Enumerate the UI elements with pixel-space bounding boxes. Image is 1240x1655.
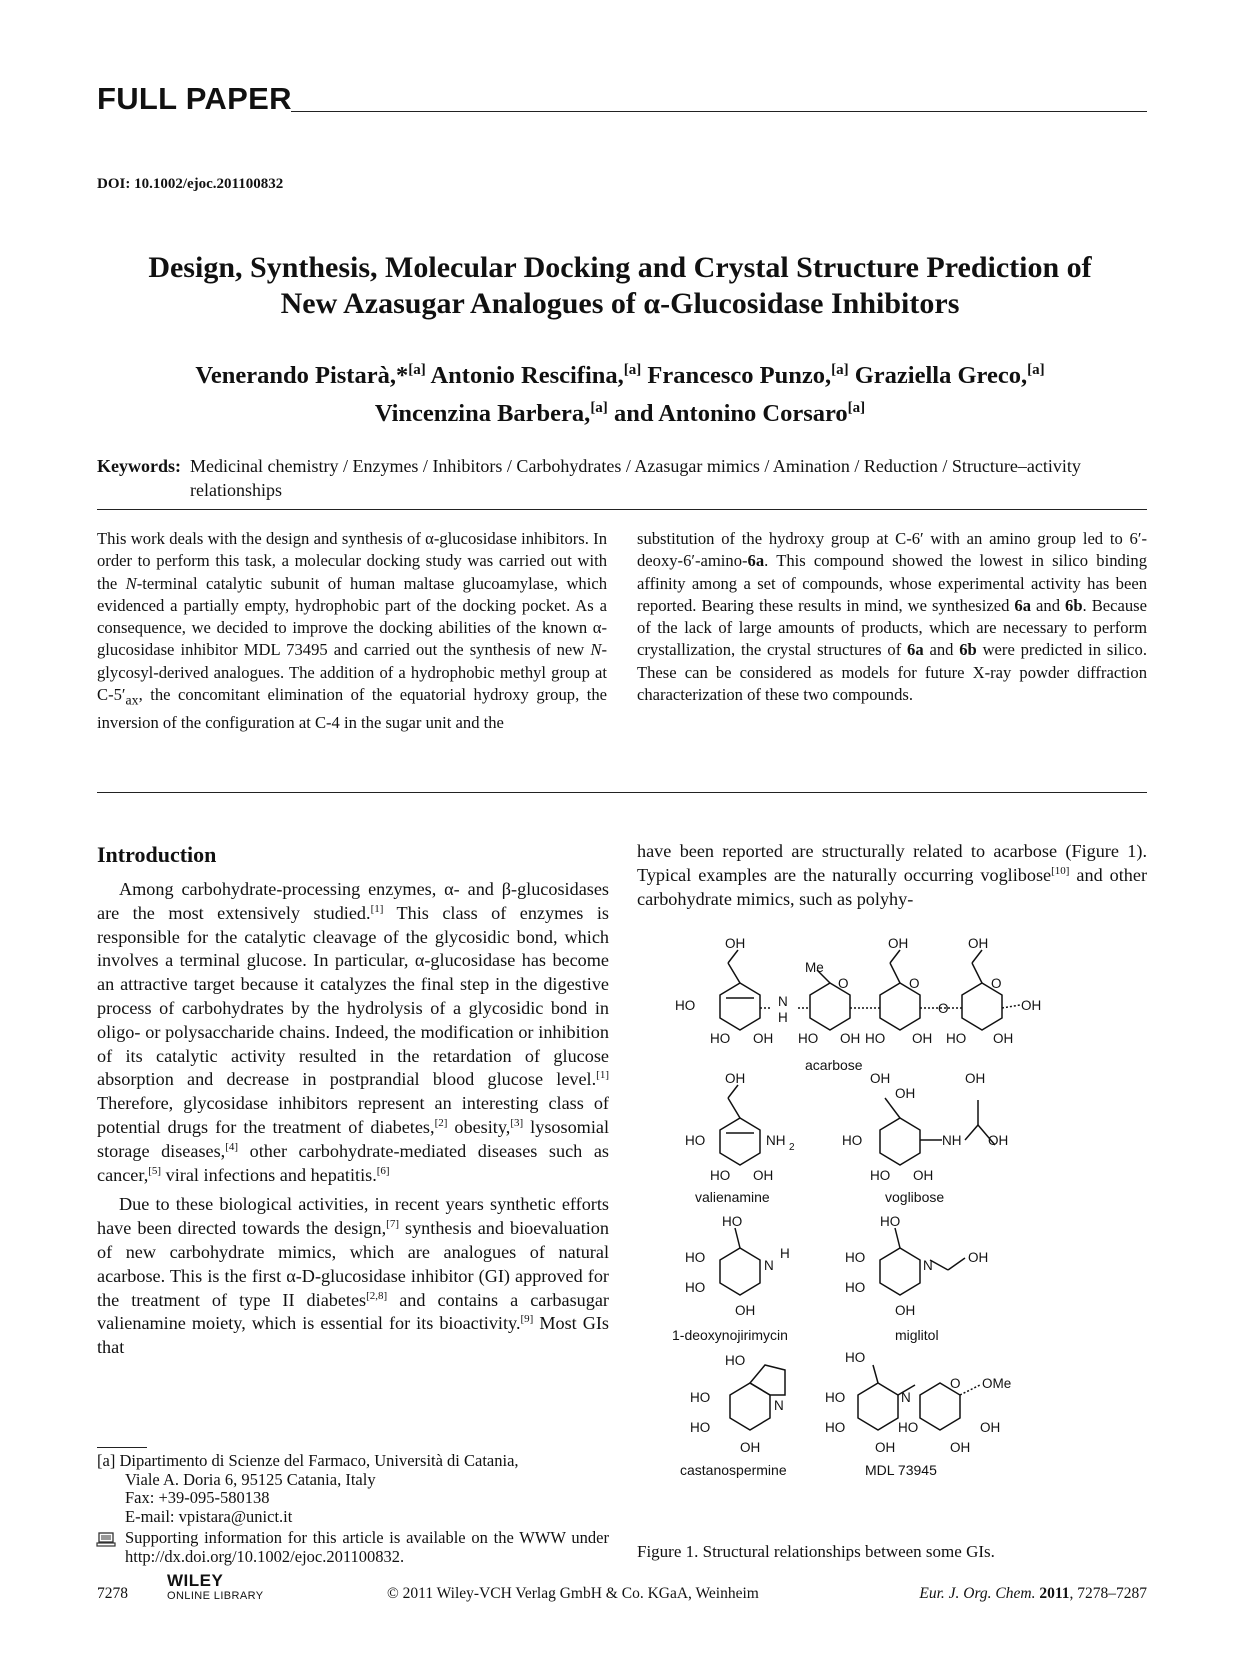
author: Antonio Rescifina, xyxy=(425,362,624,390)
svg-text:HO: HO xyxy=(825,1420,846,1435)
svg-text:OH: OH xyxy=(888,936,909,951)
svg-text:N: N xyxy=(764,1258,774,1273)
svg-text:OMe: OMe xyxy=(982,1376,1012,1391)
svg-text:H: H xyxy=(780,1246,790,1261)
running-header xyxy=(97,82,1147,116)
svg-text:HO: HO xyxy=(798,1031,819,1046)
header-rule xyxy=(291,111,1147,112)
affiliation-mark: [a] xyxy=(847,400,866,417)
wiley-logo-text: WILEY xyxy=(167,1571,224,1590)
compound-label-voglibose: voglibose xyxy=(885,1189,945,1205)
svg-text:NH: NH xyxy=(942,1133,962,1148)
title-line-1: Design, Synthesis, Molecular Docking and Crystal Structure Prediction of xyxy=(148,251,1092,284)
svg-text:HO: HO xyxy=(865,1031,886,1046)
svg-text:OH: OH xyxy=(735,1303,756,1318)
citation[interactable]: [9] xyxy=(520,1313,534,1326)
citation[interactable]: [10] xyxy=(1051,864,1070,877)
affiliation-mark: [a] xyxy=(408,362,426,378)
svg-text:OH: OH xyxy=(740,1440,761,1455)
svg-text:HO: HO xyxy=(690,1420,711,1435)
svg-text:O: O xyxy=(909,976,920,991)
svg-text:HO: HO xyxy=(685,1250,706,1265)
compound-label-castanospermine: castanospermine xyxy=(680,1462,787,1478)
section-heading-introduction: Introduction xyxy=(97,842,217,867)
affiliation-footnote: [a] Dipartimento di Scienze del Farmaco, Università di Catania, Viale A. Doria 6, 95125 Catania, Italy Fax: +39-095-580138 E-mail: vpistara@unict.it xyxy=(97,1452,609,1526)
svg-text:OH: OH xyxy=(753,1168,774,1183)
body-column-1 xyxy=(97,878,609,1360)
svg-text:OH: OH xyxy=(968,1250,989,1265)
svg-text:HO: HO xyxy=(675,998,696,1013)
svg-text:OH: OH xyxy=(840,1031,861,1046)
svg-text:2: 2 xyxy=(789,1142,795,1153)
svg-text:OH: OH xyxy=(950,1440,971,1455)
author: Francesco Punzo, xyxy=(641,362,832,390)
body-column-2 xyxy=(637,840,1147,911)
figure-caption: Figure 1. Structural relationships between some GIs. xyxy=(637,1542,995,1561)
svg-text:OH: OH xyxy=(875,1440,896,1455)
svg-text:OH: OH xyxy=(965,1071,986,1086)
citation[interactable]: [5] xyxy=(148,1164,162,1177)
svg-text:HO: HO xyxy=(685,1280,706,1295)
paragraph-continued: have been reported are structurally related to acarbose (Figure 1). Typical examples are the naturally occurring voglibose[10] and other carbohydrate mimics, such as polyhy- xyxy=(637,841,1147,909)
author-line-2 xyxy=(100,392,1140,430)
keywords-label: Keywords: xyxy=(97,456,181,476)
svg-text:HO: HO xyxy=(722,1214,743,1229)
svg-text:N: N xyxy=(778,994,788,1009)
svg-text:Me: Me xyxy=(805,960,824,975)
svg-text:HO: HO xyxy=(946,1031,967,1046)
svg-text:HO: HO xyxy=(825,1390,846,1405)
keywords-text: Medicinal chemistry / Enzymes / Inhibitors / Carbohydrates / Azasugar mimics / Amination / Reduction / Structure–activity relationships xyxy=(190,456,1081,500)
compound-label-mdl-73945: MDL 73945 xyxy=(865,1462,937,1478)
author: and Antonino Corsaro xyxy=(607,400,848,428)
svg-text:N: N xyxy=(901,1390,911,1405)
svg-text:O: O xyxy=(950,1376,961,1391)
svg-text:HO: HO xyxy=(842,1133,863,1148)
footnote-rule xyxy=(97,1447,147,1448)
svg-text:OH: OH xyxy=(993,1031,1014,1046)
wiley-logo-subtext: ONLINE LIBRARY xyxy=(167,1590,264,1602)
author-line-1 xyxy=(100,354,1140,392)
citation[interactable]: [3] xyxy=(510,1116,524,1129)
paragraph: Due to these biological activities, in recent years synthetic efforts have been directed towards the design,[7] synthesis and bioevaluation of new carbohydrate mimics, which are analogues of natural acarbose. This is the first α-D-glucosidase inhibitor (GI) approved for the treatment of type II diabetes[2,8] and contains a carbasugar valienamine moiety, which is essential for its bioactivity.[9] Most GIs that xyxy=(97,1194,609,1358)
author: Venerando Pistarà,* xyxy=(195,362,409,390)
svg-text:OH: OH xyxy=(895,1086,916,1101)
svg-text:O: O xyxy=(938,1001,949,1016)
svg-text:OH: OH xyxy=(913,1168,934,1183)
compound-label-miglitol: miglitol xyxy=(895,1327,939,1343)
footnote-mark: [a] xyxy=(97,1451,116,1470)
svg-text:OH: OH xyxy=(895,1303,916,1318)
title-line-2: New Azasugar Analogues of α-Glucosidase Inhibitors xyxy=(280,287,960,320)
svg-text:OH: OH xyxy=(725,936,746,951)
svg-text:HO: HO xyxy=(710,1168,731,1183)
author: Graziella Greco, xyxy=(848,362,1028,390)
affiliation-mark: [a] xyxy=(831,362,849,378)
article-title xyxy=(100,250,1140,322)
svg-text:NH: NH xyxy=(766,1133,786,1148)
svg-text:OH: OH xyxy=(980,1420,1001,1435)
citation[interactable]: [6] xyxy=(376,1164,390,1177)
computer-icon xyxy=(97,1532,115,1547)
affiliation-mark: [a] xyxy=(623,362,642,378)
svg-text:HO: HO xyxy=(880,1214,901,1229)
svg-text:N: N xyxy=(923,1258,933,1273)
svg-text:OH: OH xyxy=(753,1031,774,1046)
citation[interactable]: [1] xyxy=(370,902,384,915)
author: Vincenzina Barbera, xyxy=(374,400,591,428)
author-list xyxy=(100,354,1140,430)
compound-label-1-deoxynojirimycin: 1-deoxynojirimycin xyxy=(672,1327,788,1343)
citation[interactable]: [1] xyxy=(596,1069,609,1082)
citation[interactable]: [2] xyxy=(434,1116,448,1129)
svg-text:HO: HO xyxy=(690,1390,711,1405)
page-footer xyxy=(97,1571,1147,1609)
svg-text:HO: HO xyxy=(898,1420,919,1435)
supporting-info-text[interactable]: Supporting information for this article is available on the WWW under http://dx.doi.org/10.1002/ejoc.201100832. xyxy=(125,1528,609,1566)
svg-text:HO: HO xyxy=(845,1250,866,1265)
abstract-top-rule xyxy=(97,509,1147,510)
svg-text:HO: HO xyxy=(710,1031,731,1046)
citation[interactable]: [2,8] xyxy=(366,1289,388,1302)
email-link[interactable]: E-mail: vpistara@unict.it xyxy=(125,1506,293,1526)
svg-text:OH: OH xyxy=(912,1031,933,1046)
figure-1-structures xyxy=(672,936,1100,1535)
citation[interactable]: [7] xyxy=(386,1218,399,1231)
svg-text:OH: OH xyxy=(725,1071,746,1086)
compound-label-valienamine: valienamine xyxy=(695,1189,770,1205)
citation[interactable]: [4] xyxy=(225,1140,239,1153)
doi-line: DOI: 10.1002/ejoc.201100832 xyxy=(97,176,284,192)
svg-text:H: H xyxy=(778,1010,788,1025)
abstract-bottom-rule xyxy=(97,792,1147,793)
wiley-logo[interactable] xyxy=(167,1571,263,1602)
svg-text:HO: HO xyxy=(870,1168,891,1183)
affiliation-mark: [a] xyxy=(590,400,608,417)
paragraph: Among carbohydrate-processing enzymes, α- and β-glucosidases are the most extensively studied.[1] This class of enzymes is responsible for the catalytic cleavage of the glycosidic bond, which involves a terminal glucose. In particular, α-glucosidase has become an attractive target because it catalyzes the final step in the digestive process of carbohydrates by the hydrolysis of a glycosidic bond in oligo- or polysaccharide chains. Indeed, the modification or inhibition of its catalytic activity resulted in the retardation of glucose absorption and decrease in postprandial blood glucose level.[1] Therefore, glycosidase inhibitors represent an interesting class of potential drugs for the treatment of diabetes,[2] obesity,[3] lysosomial storage diseases,[4] other carbohydrate-mediated diseases such as cancer,[5] viral infections and hepatitis.[6] xyxy=(97,879,609,1185)
svg-text:HO: HO xyxy=(725,1353,746,1368)
abstract-column-1: This work deals with the design and synthesis of α-glucosidase inhibitors. In order to perform this task, a molecular docking study was carried out with the N-terminal catalytic subunit of human maltase glucoamylase, which evidenced a partially empty, hydrophobic part of the docking pocket. As a consequence, we decided to improve the docking abilities of the known α-glucosidase inhibitor MDL 73495 and carried out the synthesis of new N-glycosyl-derived analogues. The addition of a hydrophobic methyl group at $C-5'_{ax}$, the concomitant elimination of the equatorial hydroxy group, the inversion of the configuration at C-4 in the sugar unit and the xyxy=(97,529,607,732)
svg-text:O: O xyxy=(991,976,1002,991)
svg-text:OH: OH xyxy=(968,936,989,951)
article-type-label: FULL PAPER xyxy=(97,81,292,116)
svg-text:OH: OH xyxy=(870,1071,891,1086)
compound-label-acarbose: acarbose xyxy=(805,1057,863,1073)
svg-text:OH: OH xyxy=(1021,998,1042,1013)
abstract-column-2: substitution of the hydroxy group at C-6′ with an amino group led to 6′-deoxy-6′-amino-6a. This compound showed the lowest in silico binding affinity among a set of compounds, whose experimental activity has been reported. Bearing these results in mind, we synthesized 6a and 6b. Because of the lack of large amounts of products, which are necessary to perform crystallization, the crystal structures of 6a and 6b were predicted in silico. These can be considered as models for future X-ray powder diffraction characterization of these two compounds. xyxy=(637,529,1147,705)
copyright-line: © 2011 Wiley-VCH Verlag GmbH & Co. KGaA, Weinheim xyxy=(387,1585,759,1602)
svg-text:HO: HO xyxy=(845,1350,866,1365)
svg-text:N: N xyxy=(774,1398,784,1413)
svg-text:OH: OH xyxy=(988,1133,1009,1148)
page-number: 7278 xyxy=(97,1585,128,1602)
svg-text:O: O xyxy=(838,976,849,991)
svg-text:HO: HO xyxy=(685,1133,706,1148)
svg-text:HO: HO xyxy=(845,1280,866,1295)
affiliation-mark: [a] xyxy=(1027,362,1045,378)
journal-citation: Eur. J. Org. Chem. 2011, 7278–7287 xyxy=(919,1585,1147,1602)
